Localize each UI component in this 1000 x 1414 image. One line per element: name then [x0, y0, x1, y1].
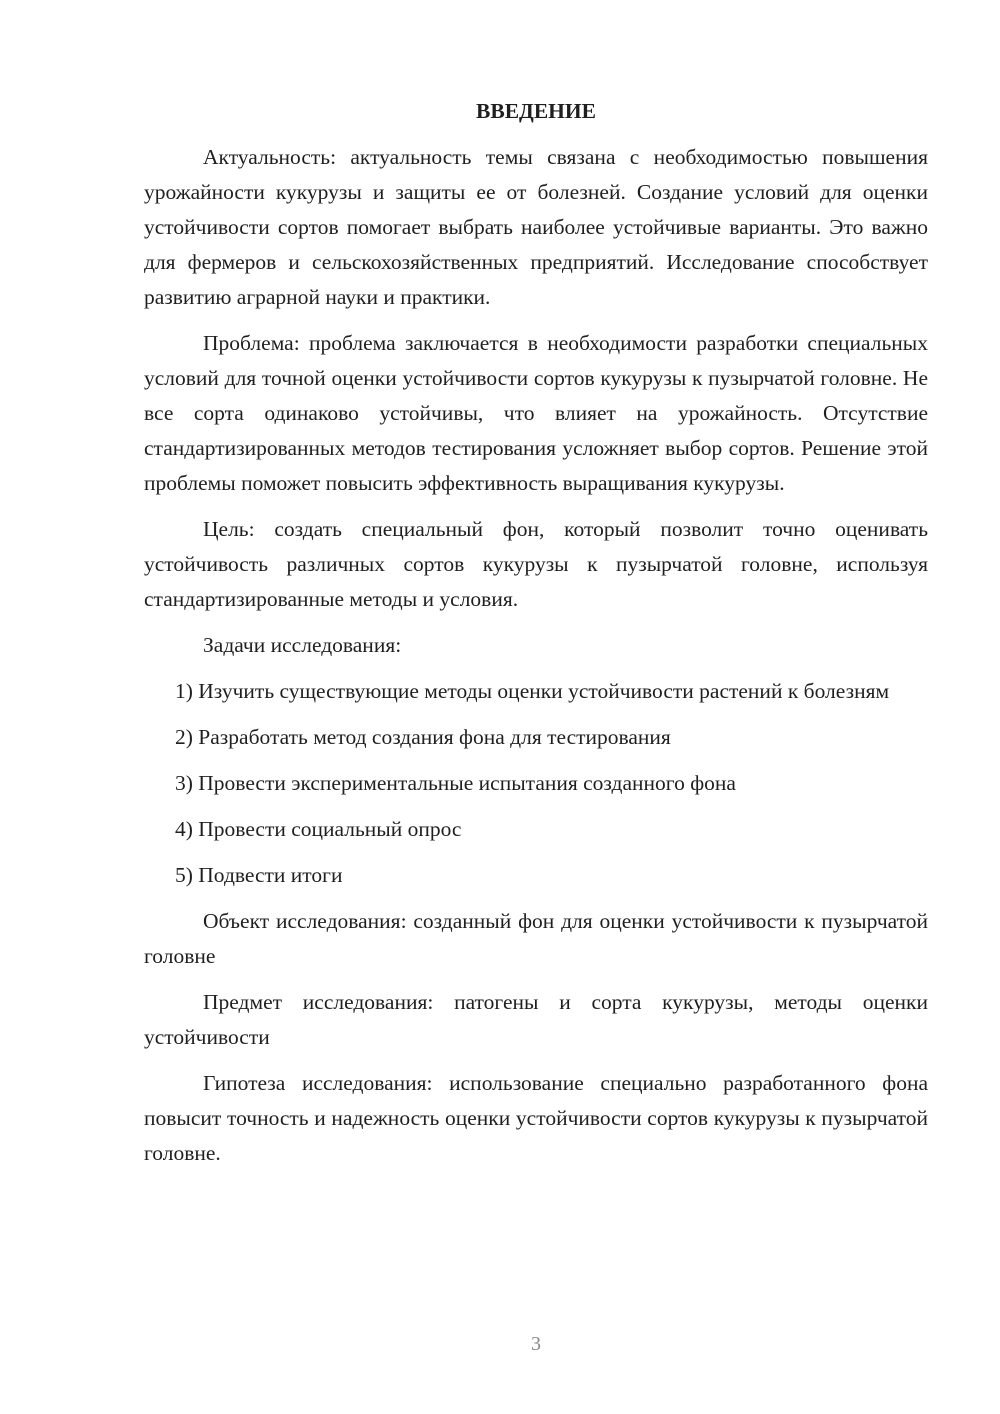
page-number: 3 — [531, 1333, 541, 1355]
document-page — [144, 94, 928, 1182]
hypothesis-paragraph: Гипотеза исследования: использование специально разработанного фона повысит точность и надежность оценки устойчивости сортов кукурузы к пузырчатой головне. — [144, 1071, 928, 1165]
object-paragraph: Объект исследования: созданный фон для оценки устойчивости к пузырчатой головне — [144, 909, 928, 968]
task-item: 3) Провести экспериментальные испытания созданного фона — [175, 771, 736, 795]
task-item: 4) Провести социальный опрос — [175, 817, 462, 841]
subject-paragraph: Предмет исследования: патогены и сорта кукурузы, методы оценки устойчивости — [144, 990, 928, 1049]
problem-paragraph: Проблема: проблема заключается в необходимости разработки специальных условий для точной оценки устойчивости сортов кукурузы к пузырчатой головне. Не все сорта одинаково устойчивы, что влияет на урожайность. Отсутствие стандартизированных методов тестирования усложняет выбор сортов. Решение этой проблемы поможет повысить эффективность выращивания кукурузы. — [144, 331, 928, 495]
tasks-heading: Задачи исследования: — [203, 633, 402, 657]
task-item: 5) Подвести итоги — [175, 863, 343, 887]
relevance-paragraph: Актуальность: актуальность темы связана с необходимостью повышения урожайности кукурузы и защиты ее от болезней. Создание условий для оценки устойчивости сортов помогает выбрать наиболее устойчивые варианты. Это важно для фермеров и сельскохозяйственных предприятий. Исследование способствует развитию аграрной науки и практики. — [144, 145, 928, 309]
task-item: 2) Разработать метод создания фона для тестирования — [175, 725, 671, 749]
task-item: 1) Изучить существующие методы оценки устойчивости растений к болезням — [175, 679, 890, 703]
section-title: ВВЕДЕНИЕ — [476, 99, 596, 123]
goal-paragraph: Цель: создать специальный фон, который позволит точно оценивать устойчивость различных сортов кукурузы к пузырчатой головне, используя стандартизированные методы и условия. — [144, 517, 928, 611]
